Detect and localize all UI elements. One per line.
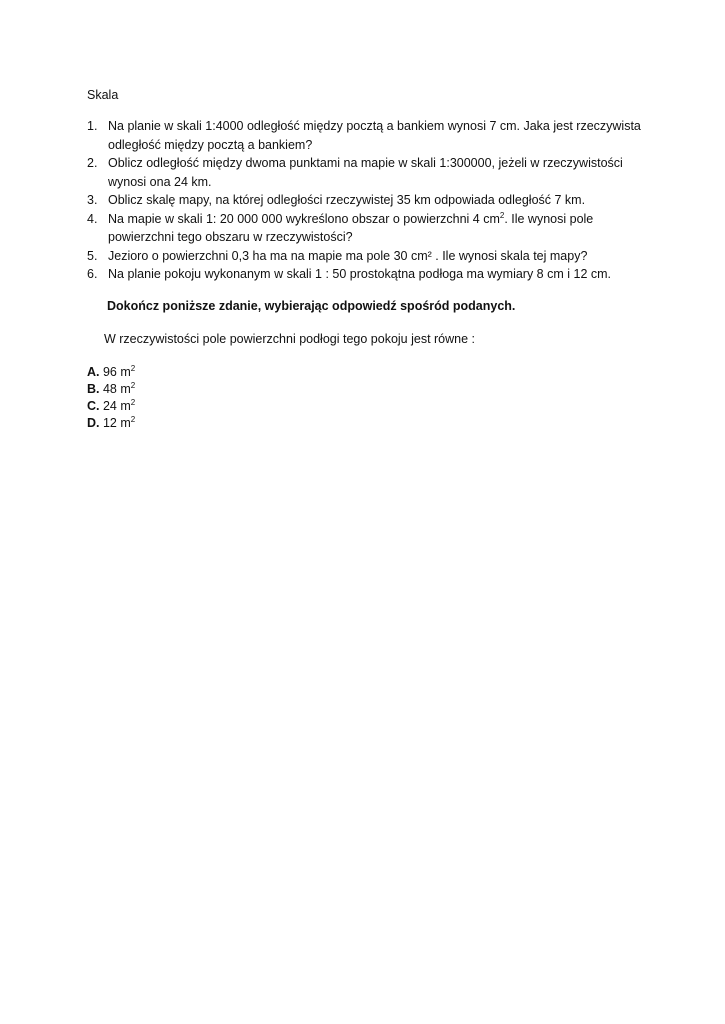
task-text-before: Na mapie w skali 1: 20 000 000 wykreślono obszar o powierzchni 4 cm bbox=[108, 211, 500, 226]
task-text: Na planie pokoju wykonanym w skali 1 : 50 prostokątna podłoga ma wymiary 8 cm i 12 cm. bbox=[108, 267, 612, 281]
task-number: 5. bbox=[87, 248, 98, 263]
answer-list bbox=[87, 364, 135, 432]
task-item bbox=[87, 247, 647, 266]
answer-letter: C. bbox=[87, 399, 100, 413]
question-text: W rzeczywistości pole powierzchni podłogi tego pokoju jest równe : bbox=[104, 332, 476, 346]
answer-option-c bbox=[87, 398, 135, 415]
task-text-after: . Ile wynosi pole powierzchni tego obszaru w rzeczywistości? bbox=[108, 211, 594, 244]
document-title: Skala bbox=[87, 88, 119, 102]
task-item bbox=[87, 117, 647, 154]
task-text: Jezioro o powierzchni 0,3 ha ma na mapie ma pole 30 cm² . Ile wynosi skala tej mapy? bbox=[108, 248, 588, 263]
answer-value: 96 m bbox=[102, 365, 131, 379]
answer-option-d bbox=[87, 415, 135, 432]
task-number: 3. bbox=[87, 193, 98, 207]
task-item bbox=[87, 154, 647, 191]
answer-letter: D. bbox=[87, 416, 100, 430]
task-text: Na planie w skali 1:4000 odległość między pocztą a bankiem wynosi 7 cm. Jaka jest rzeczywista odległość między pocztą a bankiem? bbox=[108, 119, 641, 152]
task-number: 4. bbox=[87, 211, 98, 226]
answer-letter: A. bbox=[87, 365, 100, 379]
answer-value: 24 m bbox=[102, 399, 131, 413]
answer-option-b bbox=[87, 381, 135, 398]
task-list bbox=[87, 117, 647, 284]
task-number: 1. bbox=[87, 119, 98, 133]
task-item bbox=[87, 210, 647, 247]
task-number: 2. bbox=[87, 156, 98, 170]
task-number: 6. bbox=[87, 267, 98, 281]
superscript: 2 bbox=[499, 210, 505, 220]
superscript: 2 bbox=[130, 398, 136, 407]
answer-letter: B. bbox=[87, 382, 100, 396]
superscript: 2 bbox=[130, 415, 136, 424]
instruction-text: Dokończ poniższe zdanie, wybierając odpowiedź spośród podanych. bbox=[107, 299, 516, 313]
task-text: Oblicz skalę mapy, na której odległości rzeczywistej 35 km odpowiada odległość 7 km. bbox=[108, 193, 586, 207]
task-item bbox=[87, 265, 647, 284]
answer-value: 48 m bbox=[102, 382, 131, 396]
task-text: Oblicz odległość między dwoma punktami na mapie w skali 1:300000, jeżeli w rzeczywistości wynosi ona 24 km. bbox=[108, 156, 623, 189]
answer-option-a bbox=[87, 364, 135, 381]
answer-value: 12 m bbox=[102, 416, 131, 430]
superscript: 2 bbox=[130, 364, 136, 373]
task-item bbox=[87, 191, 647, 210]
superscript: 2 bbox=[130, 381, 136, 390]
